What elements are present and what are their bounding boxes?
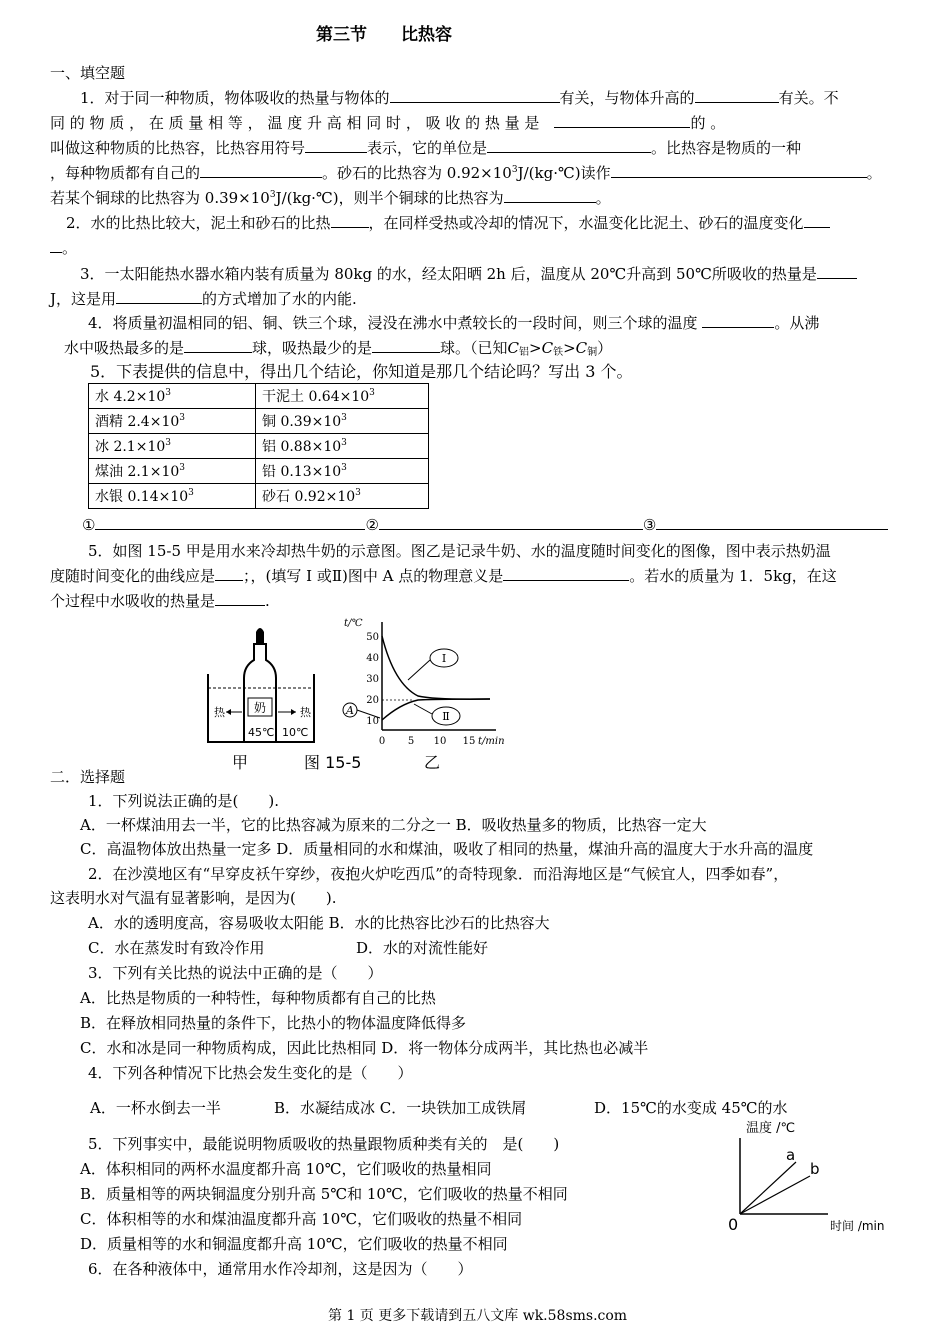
table-cell: 干泥土 $0.64\times 10^3$ xyxy=(256,384,429,409)
blank xyxy=(702,311,774,328)
q4-line1 xyxy=(88,311,819,335)
table-row xyxy=(89,434,429,459)
blank xyxy=(116,287,202,304)
c5-option-d: D．质量相等的水和铜温度都升高 10℃，它们吸收的热量不相同 xyxy=(80,1235,508,1253)
q1-text: 1．对于同一种物质，物体吸收的热量与物体的 xyxy=(80,89,390,107)
q1-text: J/(kg·℃)，则半个铜球的比热容为 xyxy=(275,189,504,207)
q2-text: 。 xyxy=(62,239,78,257)
q6-text: 度随时间变化的曲线应是 xyxy=(50,567,216,585)
c1-question: 1．下列说法正确的是( ). xyxy=(88,792,280,810)
specific-heat-table xyxy=(88,383,429,509)
q6-line3 xyxy=(50,589,270,613)
q1-line4 xyxy=(50,161,882,185)
heat-label-left: 热 xyxy=(214,706,225,719)
graph-x-label: t/min xyxy=(478,736,505,747)
q1-text: 。砂石的比热容为 0.92×10 xyxy=(322,164,512,182)
superscript: 3 xyxy=(269,190,276,200)
table-cell: 水 $4.2\times 10^3$ xyxy=(89,384,256,409)
beaker-diagram xyxy=(208,628,314,742)
c2-question-line2: 这表明水对气温有显著影响，是因为( ). xyxy=(50,889,337,907)
q4-text: 球。（已知 xyxy=(440,339,508,357)
bottle-nipple xyxy=(256,628,264,644)
q4-text: 。从沸 xyxy=(774,314,820,332)
curve-I-label: Ⅰ xyxy=(441,652,447,665)
q1-text: 有关。不 xyxy=(778,89,839,107)
blank xyxy=(184,336,252,353)
c2-option-ab: A．水的透明度高，容易吸收太阳能 B．水的比热容比沙石的比热容大 xyxy=(88,914,550,932)
ab-graph-x-label: 时间 /min xyxy=(830,1219,885,1233)
q1-text: 。 xyxy=(595,189,611,207)
q4-text: 4．将质量初温相同的铝、铜、铁三个球，浸没在沸水中煮较长的一段时间，则三个球的温度 xyxy=(88,314,698,332)
marker: ② xyxy=(365,516,379,534)
line-a-label: a xyxy=(786,1146,796,1164)
x-tick-label: 15 xyxy=(462,736,476,747)
c5-question: 5．下列事实中，最能说明物质吸收的热量跟物质种类有关的 是( ) xyxy=(88,1135,560,1153)
x-tick-label: 5 xyxy=(407,736,415,747)
blank xyxy=(695,86,779,103)
q1-text: 。 xyxy=(866,164,882,182)
curve-I xyxy=(382,636,490,699)
water-temp-label: 10℃ xyxy=(282,726,309,739)
q4-text: 球，吸热最少的是 xyxy=(252,339,373,357)
blank xyxy=(379,513,643,530)
q2-text: 2．水的比热比较大，泥土和砂石的比热 xyxy=(66,214,331,232)
c3-question: 3．下列有关比热的说法中正确的是（ ） xyxy=(88,964,383,982)
marker: ③ xyxy=(642,516,657,534)
table-cell: 铜 $0.39\times 10^3$ xyxy=(256,409,429,434)
blank xyxy=(504,186,596,203)
q4-line2 xyxy=(64,336,612,360)
q3-text: 的方式增加了水的内能. xyxy=(202,290,357,308)
c2-question-line1: 2．在沙漠地区有“早穿皮袄午穿纱，夜抱火炉吃西瓜”的奇特现象．而沿海地区是“气候宜人，四季如春”， xyxy=(88,865,789,883)
blank xyxy=(611,161,867,178)
table-cell: 酒精 $2.4\times 10^3$ xyxy=(89,409,256,434)
y-tick-label: 20 xyxy=(366,695,379,706)
c3-option-cd: C．水和冰是同一种物质构成，因此比热相同 D．将一物体分成两半，其比热也必减半 xyxy=(80,1039,649,1057)
graph-y-label: t/℃ xyxy=(344,618,363,629)
c2-option-d: D．水的对流性能好 xyxy=(356,939,489,957)
superscript: 3 xyxy=(511,165,518,175)
leader-II xyxy=(414,704,432,714)
heat-label-right: 热 xyxy=(300,706,311,719)
blank xyxy=(215,589,265,606)
blank xyxy=(200,161,322,178)
q1-text: 。比热容是物质的一种 xyxy=(651,139,802,157)
c4-option-d: D．15℃的水变成 45℃的水 xyxy=(594,1099,788,1117)
symbol-c: C xyxy=(541,339,554,357)
blank xyxy=(554,111,690,128)
page-title: 第三节 比热容 xyxy=(316,25,452,45)
q4-text: ） xyxy=(597,339,613,357)
q3-line2 xyxy=(50,287,357,311)
ab-graph-y-label: 温度 /℃ xyxy=(746,1121,796,1136)
c6-question: 6．在各种液体中，通常用水作冷却剂，这是因为（ ） xyxy=(88,1260,473,1278)
q1-text: 同 的 物 质 ， 在 质 量 相 等 ， 温 度 升 高 相 同 时 ， 吸 收 的 热 量 是 xyxy=(50,114,540,132)
table-row xyxy=(89,409,429,434)
q3-text: 3．一太阳能热水器水箱内装有质量为 80kg 的水，经太阳晒 2h 后，温度从 20℃升高到 50℃所吸收的热量是 xyxy=(80,265,817,283)
page-footer: 第 1 页 更多下载请到五八文库 wk.58sms.com xyxy=(328,1308,628,1324)
blank xyxy=(305,136,367,153)
table-cell: 冰 $2.1\times 10^3$ xyxy=(89,434,256,459)
arrow-head-icon xyxy=(291,709,296,715)
q5-answer-lines xyxy=(82,513,888,537)
table-cell: 砂石 $0.92\times 10^3$ xyxy=(256,484,429,509)
q1-text: 叫做这种物质的比热容，比热容用符号 xyxy=(50,139,306,157)
caption-jia: 甲 xyxy=(232,753,249,772)
table-row xyxy=(89,384,429,409)
c4-option-bc: B．水凝结成冰 C．一块铁加工成铁屑 xyxy=(274,1099,527,1117)
c5-option-a: A．体积相同的两杯水温度都升高 10℃，它们吸收的热量相同 xyxy=(80,1160,492,1178)
subscript: 铝 xyxy=(519,347,530,358)
figure-caption: 图 15-5 xyxy=(304,753,362,772)
figure-15-5 xyxy=(196,614,536,774)
q1-text: 的 。 xyxy=(690,114,726,132)
blank xyxy=(215,564,243,581)
symbol-c: C xyxy=(507,339,520,357)
y-tick-label: 10 xyxy=(366,716,379,727)
c1-option-cd: C．高温物体放出热量一定多 D．质量相同的水和煤油，吸收了相同的热量，煤油升高的温度大于水升高的温度 xyxy=(80,840,814,858)
q1-text: 表示，它的单位是 xyxy=(367,139,488,157)
blank xyxy=(487,136,651,153)
milk-label: 奶 xyxy=(253,701,267,715)
section-fill-heading: 一、填空题 xyxy=(50,64,126,82)
milk-temp-label: 45℃ xyxy=(248,726,275,739)
c3-option-a: A．比热是物质的一种特性，每种物质都有自己的比热 xyxy=(80,989,436,1007)
c5-option-c: C．体积相等的水和煤油温度都升高 10℃，它们吸收的热量不相同 xyxy=(80,1210,523,1228)
blank xyxy=(817,262,857,279)
origin-label: 0 xyxy=(728,1215,739,1234)
q1-line2 xyxy=(50,111,725,135)
q5-question: 5．下表提供的信息中，得出几个结论，你知道是那几个结论吗？写出 3 个。 xyxy=(90,362,633,381)
q1-line5 xyxy=(50,186,611,210)
point-a-label: A xyxy=(346,704,354,717)
q1-line1 xyxy=(80,86,839,110)
line-b-label: b xyxy=(810,1160,820,1178)
c3-option-b: B．在释放相同热量的条件下，比热小的物体温度降低得多 xyxy=(80,1014,467,1032)
table-cell: 水银 $0.14\times 10^3$ xyxy=(89,484,256,509)
q1-text: ，每种物质都有自己的 xyxy=(50,164,201,182)
leader-I xyxy=(408,660,430,680)
q4-text: > xyxy=(529,339,542,357)
q6-text: ；，(填写 I 或Ⅱ)图中 A 点的物理意义是 xyxy=(243,567,504,585)
table-cell: 煤油 $2.1\times 10^3$ xyxy=(89,459,256,484)
q6-text: 个过程中水吸收的热量是 xyxy=(50,592,216,610)
c2-option-c: C．水在蒸发时有致冷作用 xyxy=(88,939,265,957)
blank xyxy=(656,513,888,530)
ab-temp-graph xyxy=(726,1116,906,1240)
q2-text: ，在同样受热或冷却的情况下，水温变化比泥土、砂石的温度变化 xyxy=(368,214,804,232)
table-row xyxy=(89,484,429,509)
blank xyxy=(95,513,365,530)
q6-line1: 5．如图 15-5 甲是用水来冷却热牛奶的示意图。图乙是记录牛奶、水的温度随时间变化的图像，图中表示热奶温 xyxy=(88,542,831,560)
q4-text: > xyxy=(563,339,576,357)
symbol-c: C xyxy=(575,339,588,357)
c4-option-a: A．一杯水倒去一半 xyxy=(90,1099,221,1117)
temp-time-graph xyxy=(343,618,505,747)
y-tick-label: 30 xyxy=(366,674,379,685)
q2-line1 xyxy=(66,211,830,235)
q1-line3 xyxy=(50,136,801,160)
q1-text: 有关，与物体升高的 xyxy=(559,89,695,107)
caption-yi: 乙 xyxy=(424,753,441,772)
arrow-head-icon xyxy=(226,709,231,715)
c4-question: 4．下列各种情况下比热会发生变化的是（ ） xyxy=(88,1064,413,1082)
c1-option-ab: A．一杯煤油用去一半，它的比热容减为原来的二分之一 B．吸收热量多的物质，比热容一定大 xyxy=(80,816,707,834)
y-tick-label: 50 xyxy=(366,632,379,643)
q3-line1 xyxy=(80,262,857,286)
q3-text: J，这是用 xyxy=(50,290,117,308)
blank xyxy=(503,564,629,581)
subscript: 铁 xyxy=(553,347,564,358)
q4-text: 水中吸热最多的是 xyxy=(64,339,185,357)
blank xyxy=(804,211,830,228)
curve-II-label: Ⅱ xyxy=(442,710,450,723)
table-cell: 铅 $0.13\times 10^3$ xyxy=(256,459,429,484)
q2-line2 xyxy=(50,236,77,260)
section-choice-heading: 二．选择题 xyxy=(50,768,126,786)
q6-line2 xyxy=(50,564,837,588)
table-cell: 铝 $0.88\times 10^3$ xyxy=(256,434,429,459)
blank xyxy=(50,236,62,253)
q1-text: 若某个铜球的比热容为 0.39×10 xyxy=(50,189,270,207)
blank xyxy=(372,336,440,353)
blank xyxy=(331,211,369,228)
y-tick-label: 40 xyxy=(366,653,379,664)
c5-option-b: B．质量相等的两块铜温度分别升高 5℃和 10℃，它们吸收的热量不相同 xyxy=(80,1185,568,1203)
blank xyxy=(390,86,560,103)
table-row xyxy=(89,459,429,484)
q1-text: J/(kg·℃)读作 xyxy=(517,164,611,182)
subscript: 铜 xyxy=(587,347,598,358)
x-tick-label: 0 xyxy=(378,736,386,747)
marker: ① xyxy=(82,516,96,534)
x-tick-label: 10 xyxy=(433,736,447,747)
q6-text: 。若水的质量为 1．5kg，在这 xyxy=(629,567,837,585)
q6-text: . xyxy=(265,592,270,610)
